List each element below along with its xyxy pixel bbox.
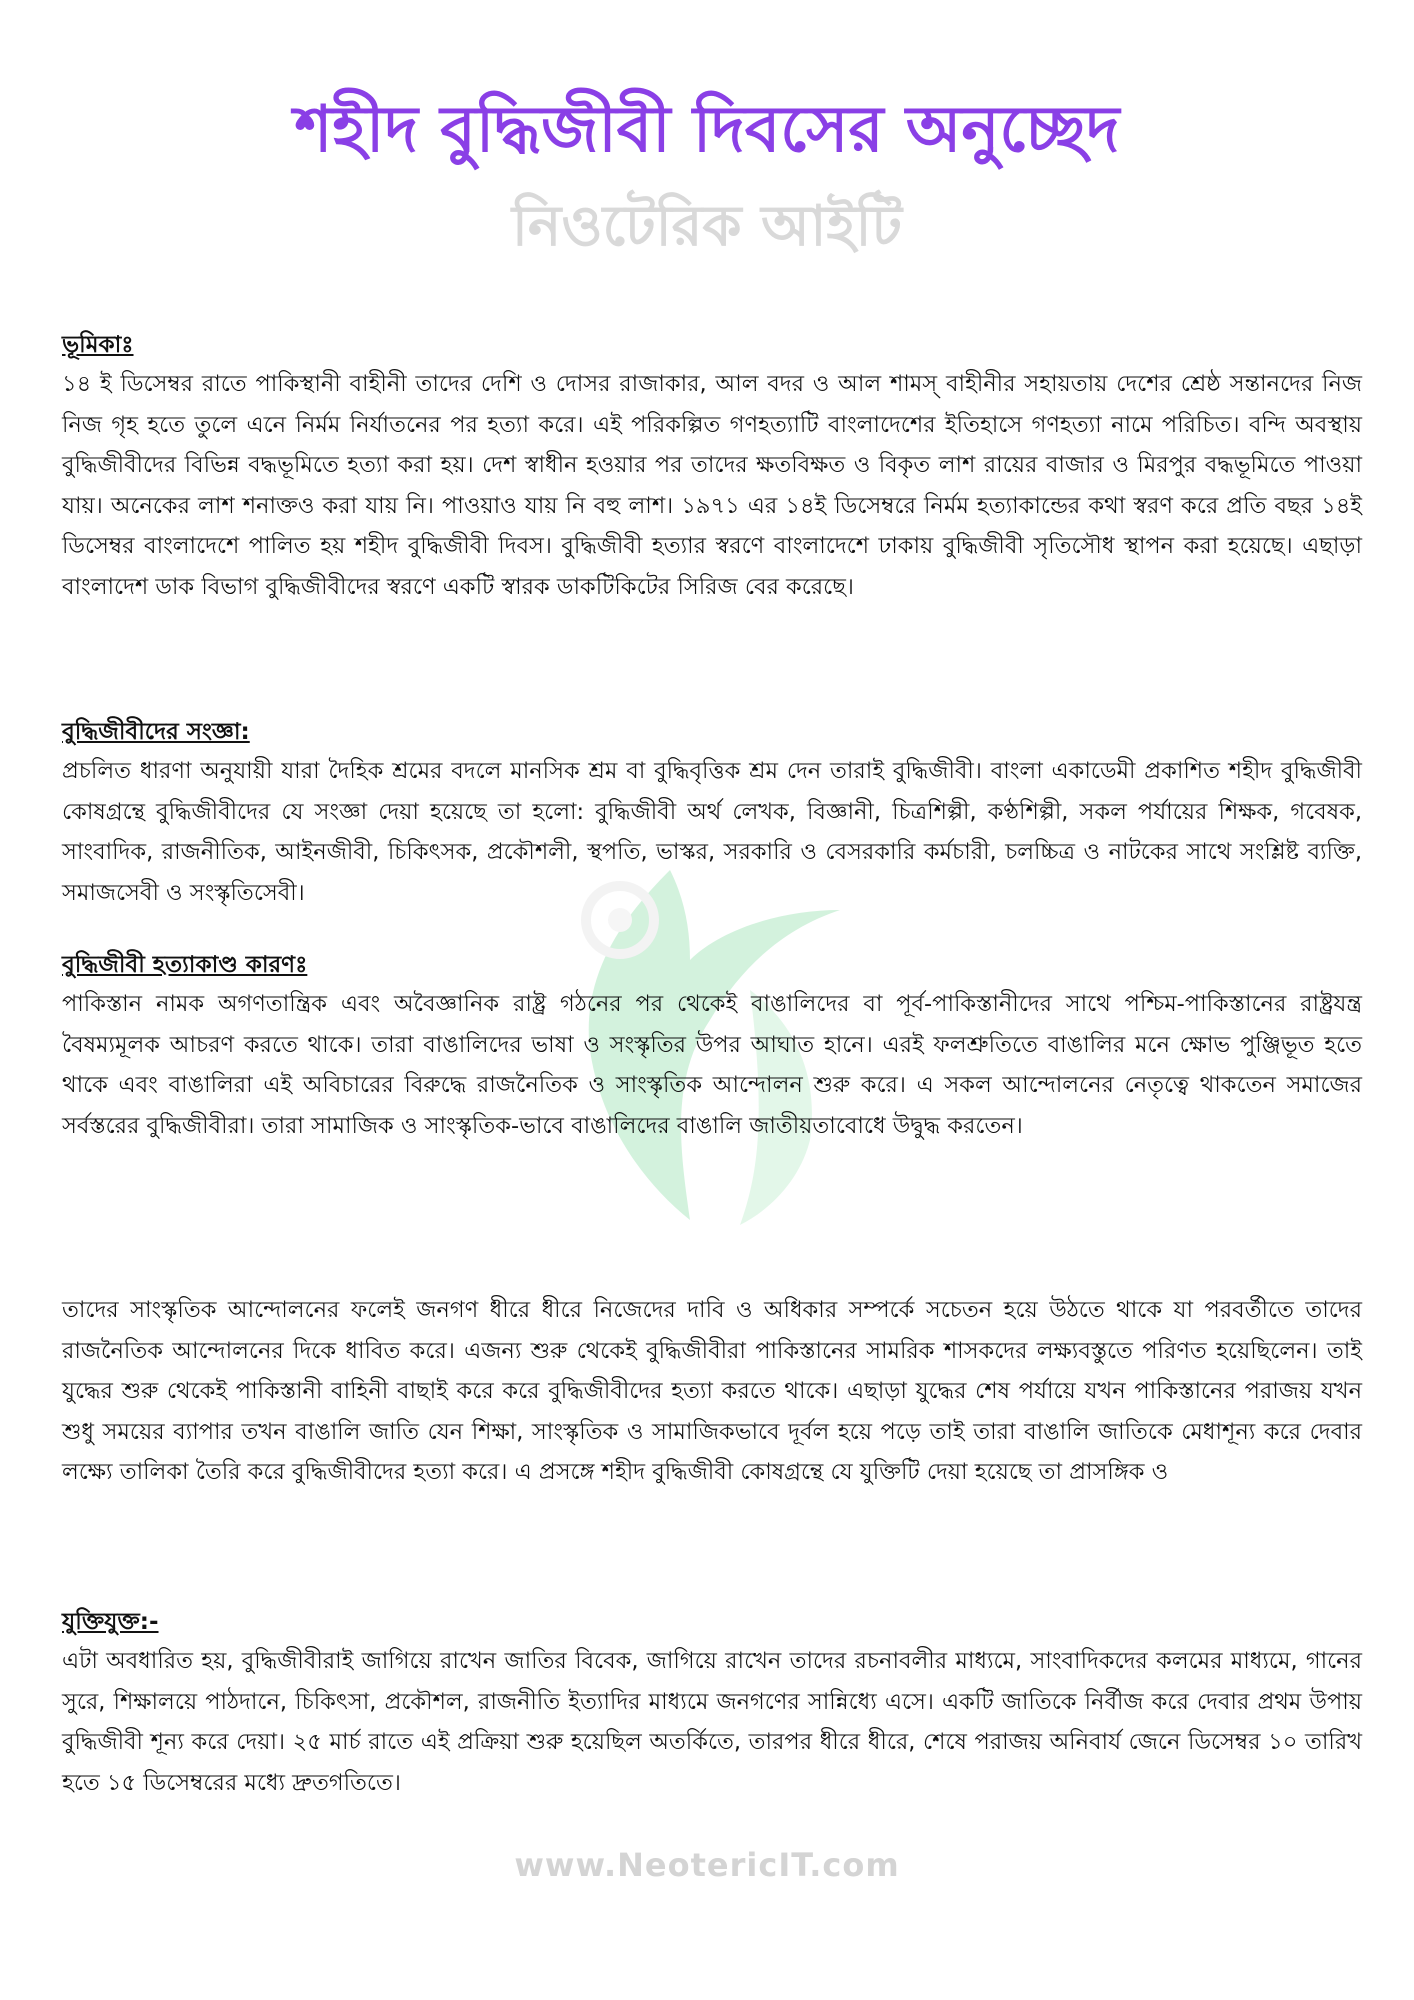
section-definition (62, 713, 1362, 913)
footer-website: www.NeotericIT.com (514, 1846, 900, 1884)
section-paragraph: এটা অবধারিত হয়, বুদ্ধিজীবীরাই জাগিয়ে রাখেন জাতির বিবেক, জাগিয়ে রাখেন তাদের রচনাবলীর মাধ্যমে, সাংবাদিকদের কলমের মাধ্যমে, গানের সুরে, শিক্ষালয়ে পাঠদানে, চিকিৎসা, প্রকৌশল, রাজনীতি ইত্যাদির মাধ্যমে জনগণের সান্নিধ্যে এসে। একটি জাতিকে নির্বীজ করে দেবার প্রথম উপায় বুদ্ধিজীবী শূন্য করে দেয়া। ২৫ মার্চ রাতে এই প্রক্রিয়া শুরু হয়েছিল অতর্কিতে, তারপর ধীরে ধীরে, শেষে পরাজয় অনিবার্য জেনে ডিসেম্বর ১০ তারিখ হতে ১৫ ডিসেম্বরের মধ্যে দ্রুতগতিতে। (62, 1648, 1362, 1796)
page-subtitle: নিওটেরিক আইটি (511, 194, 903, 259)
section-heading: ভূমিকাঃ (62, 332, 134, 358)
section-heading: বুদ্ধিজীবীদের সংজ্ঞা: (62, 719, 250, 745)
section-continuation (62, 1290, 1362, 1493)
section-rationale (62, 1603, 1362, 1803)
section-causes (62, 946, 1362, 1146)
page-title: শহীদ বুদ্ধিজীবী দিবসের অনুচ্ছেদ (294, 93, 1120, 167)
section-heading: যুক্তিযুক্ত:- (62, 1609, 159, 1635)
section-heading: বুদ্ধিজীবী হত্যাকাণ্ড কারণঃ (62, 952, 308, 978)
section-paragraph: তাদের সাংস্কৃতিক আন্দোলনের ফলেই জনগণ ধীরে ধীরে নিজেদের দাবি ও অধিকার সম্পর্কে সচেতন হয়ে উঠতে থাকে যা পরবর্তীতে তাদের রাজনৈতিক আন্দোলনের দিকে ধাবিত করে। এজন্য শুরু থেকেই বুদ্ধিজীবীরা পাকিস্তানের সামরিক শাসকদের লক্ষ্যবস্তুতে পরিণত হয়েছিলেন। তাই যুদ্ধের শুরু থেকেই পাকিস্তানী বাহিনী বাছাই করে করে বুদ্ধিজীবীদের হত্যা করতে থাকে। এছাড়া যুদ্ধের শেষ পর্যায়ে যখন পাকিস্তানের পরাজয় যখন শুধু সময়ের ব্যাপার তখন বাঙালি জাতি যেন শিক্ষা, সাংস্কৃতিক ও সামাজিকভাবে দূর্বল হয়ে পড়ে তাই তারা বাঙালি জাতিকে মেধাশূন্য করে দেবার লক্ষ্যে তালিকা তৈরি করে বুদ্ধিজীবীদের হত্যা করে। এ প্রসঙ্গে শহীদ বুদ্ধিজীবী কোষগ্রন্থে যে যুক্তিটি দেয়া হয়েছে তা প্রাসঙ্গিক ও (62, 1297, 1362, 1485)
section-paragraph: প্রচলিত ধারণা অনুযায়ী যারা দৈহিক শ্রমের বদলে মানসিক শ্রম বা বুদ্ধিবৃত্তিক শ্রম দেন তারাই বুদ্ধিজীবী। বাংলা একাডেমী প্রকাশিত শহীদ বুদ্ধিজীবী কোষগ্রন্থে বুদ্ধিজীবীদের যে সংজ্ঞা দেয়া হয়েছে তা হলো: বুদ্ধিজীবী অর্থ লেখক, বিজ্ঞানী, চিত্রশিল্পী, কণ্ঠশিল্পী, সকল পর্যায়ের শিক্ষক, গবেষক, সাংবাদিক, রাজনীতিক, আইনজীবী, চিকিৎসক, প্রকৌশলী, স্থপতি, ভাস্কর, সরকারি ও বেসরকারি কর্মচারী, চলচ্চিত্র ও নাটকের সাথে সংশ্লিষ্ট ব্যক্তি, সমাজসেবী ও সংস্কৃতিসেবী। (62, 758, 1362, 906)
section-paragraph: পাকিস্তান নামক অগণতান্ত্রিক এবং অবৈজ্ঞানিক রাষ্ট্র গঠনের পর থেকেই বাঙালিদের বা পূর্ব-পাকিস্তানীদের সাথে পশ্চিম-পাকিস্তানের রাষ্ট্রযন্ত্র বৈষম্যমূলক আচরণ করতে থাকে। তারা বাঙালিদের ভাষা ও সংস্কৃতির উপর আঘাত হানে। এরই ফলশ্রুতিতে বাঙালির মনে ক্ষোভ পুঞ্জিভূত হতে থাকে এবং বাঙালিরা এই অবিচারের বিরুদ্ধে রাজনৈতিক ও সাংস্কৃতিক আন্দোলন শুরু করে। এ সকল আন্দোলনের নেতৃত্বে থাকতেন সমাজের সর্বস্তরের বুদ্ধিজীবীরা। তারা সামাজিক ও সাংস্কৃতিক-ভাবে বাঙালিদের বাঙালি জাতীয়তাবোধে উদ্বুদ্ধ করতেন। (62, 991, 1362, 1139)
section-introduction (62, 326, 1362, 607)
section-paragraph: ১৪ ই ডিসেম্বর রাতে পাকিস্থানী বাহীনী তাদের দেশি ও দোসর রাজাকার, আল বদর ও আল শামস্ বাহীনীর সহায়তায় দেশের শ্রেষ্ঠ সন্তানদের নিজ নিজ গৃহ হতে তুলে এনে নির্মম নির্যাতনের পর হত্যা করে। এই পরিকল্পিত গণহত্যাটি বাংলাদেশের ইতিহাসে গণহত্যা নামে পরিচিত। বন্দি অবস্থায় বুদ্ধিজীবীদের বিভিন্ন বদ্ধভূমিতে হত্যা করা হয়। দেশ স্বাধীন হওয়ার পর তাদের ক্ষতবিক্ষত ও বিকৃত লাশ রায়ের বাজার ও মিরপুর বদ্ধভূমিতে পাওয়া যায়। অনেকের লাশ শনাক্তও করা যায় নি। পাওয়াও যায় নি বহু লাশ। ১৯৭১ এর ১৪ই ডিসেম্বরে নির্মম হত্যাকান্ডের কথা স্বরণ করে প্রতি বছর ১৪ই ডিসেম্বর বাংলাদেশে পালিত হয় শহীদ বুদ্ধিজীবী দিবস। বুদ্ধিজীবী হত্যার স্বরণে বাংলাদেশে ঢাকায় বুদ্ধিজীবী সৃতিসৌধ স্থাপন করা হয়েছে। এছাড়া বাংলাদেশ ডাক বিভাগ বুদ্ধিজীবীদের স্বরণে একটি স্বারক ডাকটিকিটের সিরিজ বের করেছে। (62, 371, 1362, 600)
